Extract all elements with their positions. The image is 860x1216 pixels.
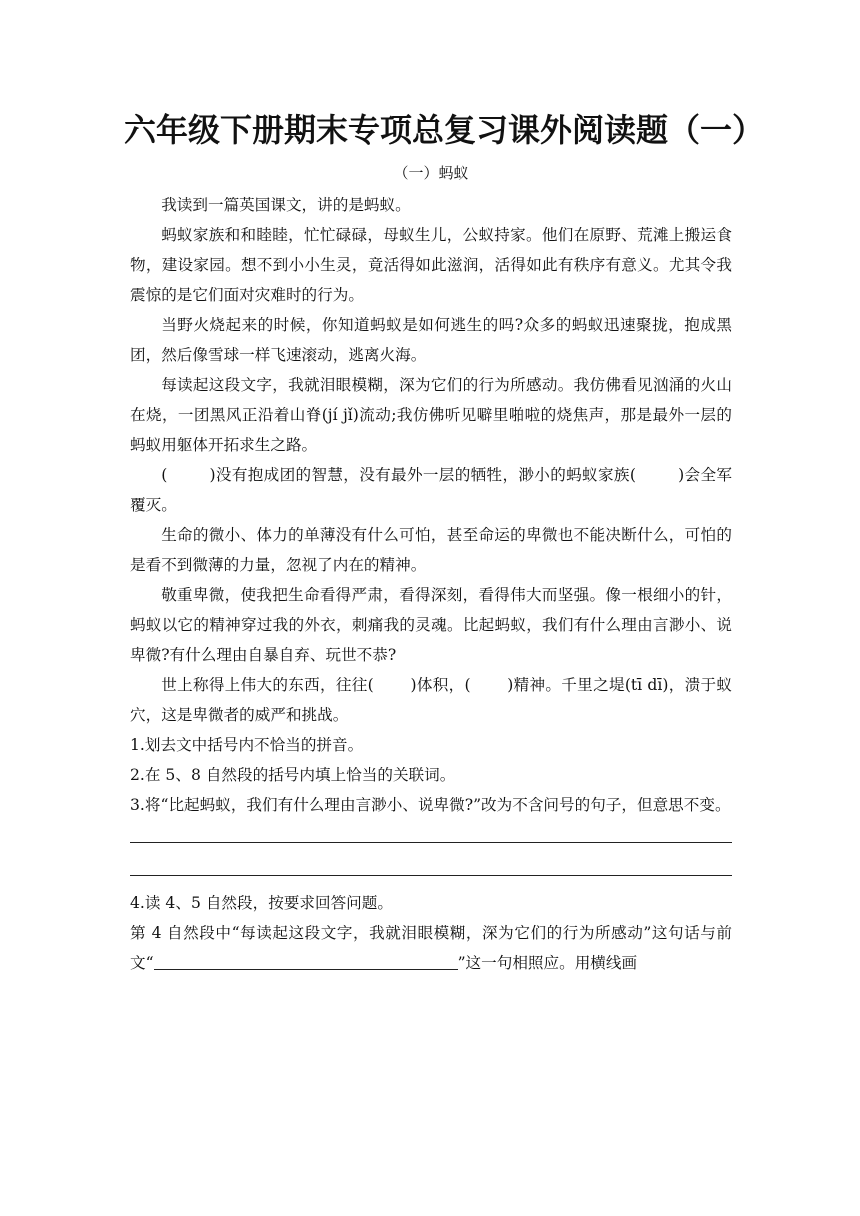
- question-2: 2.在 5、8 自然段的括号内填上恰当的关联词。: [130, 766, 456, 784]
- question-1: 1.划去文中括号内不恰当的拼音。: [130, 736, 364, 754]
- question-4: 4.读 4、5 自然段，按要求回答问题。: [130, 894, 393, 912]
- passage-paragraph-5: ( )没有抱成团的智慧，没有最外一层的牺牲，渺小的蚂蚁家族( )会全军覆灭。: [130, 466, 732, 514]
- page-title: 六年级下册期末专项总复习课外阅读题（一）: [124, 111, 765, 149]
- question-4-text-before: 第 4 自然段中“每读起这段文字，我就泪眼模糊，深为它们的行为所感动”这句话与前文“: [130, 924, 732, 972]
- answer-line-1[interactable]: [130, 842, 732, 843]
- passage-paragraph-7: 敬重卑微，使我把生命看得严肃，看得深刻，看得伟大而坚强。像一根细小的针，蚂蚁以它的精神穿过我的外衣，刺痛我的灵魂。比起蚂蚁，我们有什么理由言渺小、说卑微?有什么理由自暴自弃、玩世不恭?: [130, 586, 732, 664]
- passage-subtitle: （一）蚂蚁: [393, 164, 469, 182]
- question-4-text-after: ”这一句相照应。用横线画: [457, 954, 638, 972]
- passage-paragraph-1: 我读到一篇英国课文，讲的是蚂蚁。: [161, 196, 411, 214]
- document-page: [124, 100, 765, 978]
- question-4-fill-blank[interactable]: [154, 951, 458, 970]
- passage-paragraph-2: 蚂蚁家族和和睦睦，忙忙碌碌，母蚁生儿，公蚁持家。他们在原野、荒滩上搬运食物，建设家园。想不到小小生灵，竟活得如此滋润，活得如此有秩序有意义。尤其令我震惊的是它们面对灾难时的行为。: [130, 226, 732, 304]
- passage-paragraph-3: 当野火烧起来的时候，你知道蚂蚁是如何逃生的吗?众多的蚂蚁迅速聚拢，抱成黑团，然后像雪球一样飞速滚动，逃离火海。: [130, 316, 732, 364]
- passage-paragraph-4: 每读起这段文字，我就泪眼模糊，深为它们的行为所感动。我仿佛看见汹涌的火山在烧，一团黑风正沿着山脊(jí jǐ)流动;我仿佛听见噼里啪啦的烧焦声，那是最外一层的蚂蚁用躯体开拓求生之路。: [130, 376, 732, 454]
- answer-line-2[interactable]: [130, 875, 732, 876]
- question-4-detail: [130, 918, 732, 978]
- passage-paragraph-6: 生命的微小、体力的单薄没有什么可怕，甚至命运的卑微也不能决断什么，可怕的是看不到微薄的力量，忽视了内在的精神。: [130, 526, 732, 574]
- question-3: 3.将“比起蚂蚁，我们有什么理由言渺小、说卑微?”改为不含问号的句子，但意思不变。: [130, 796, 731, 814]
- passage-paragraph-8: 世上称得上伟大的东西，往往( )体积，( )精神。千里之堤(tī dī)，溃于蚁穴，这是卑微者的威严和挑战。: [130, 676, 732, 724]
